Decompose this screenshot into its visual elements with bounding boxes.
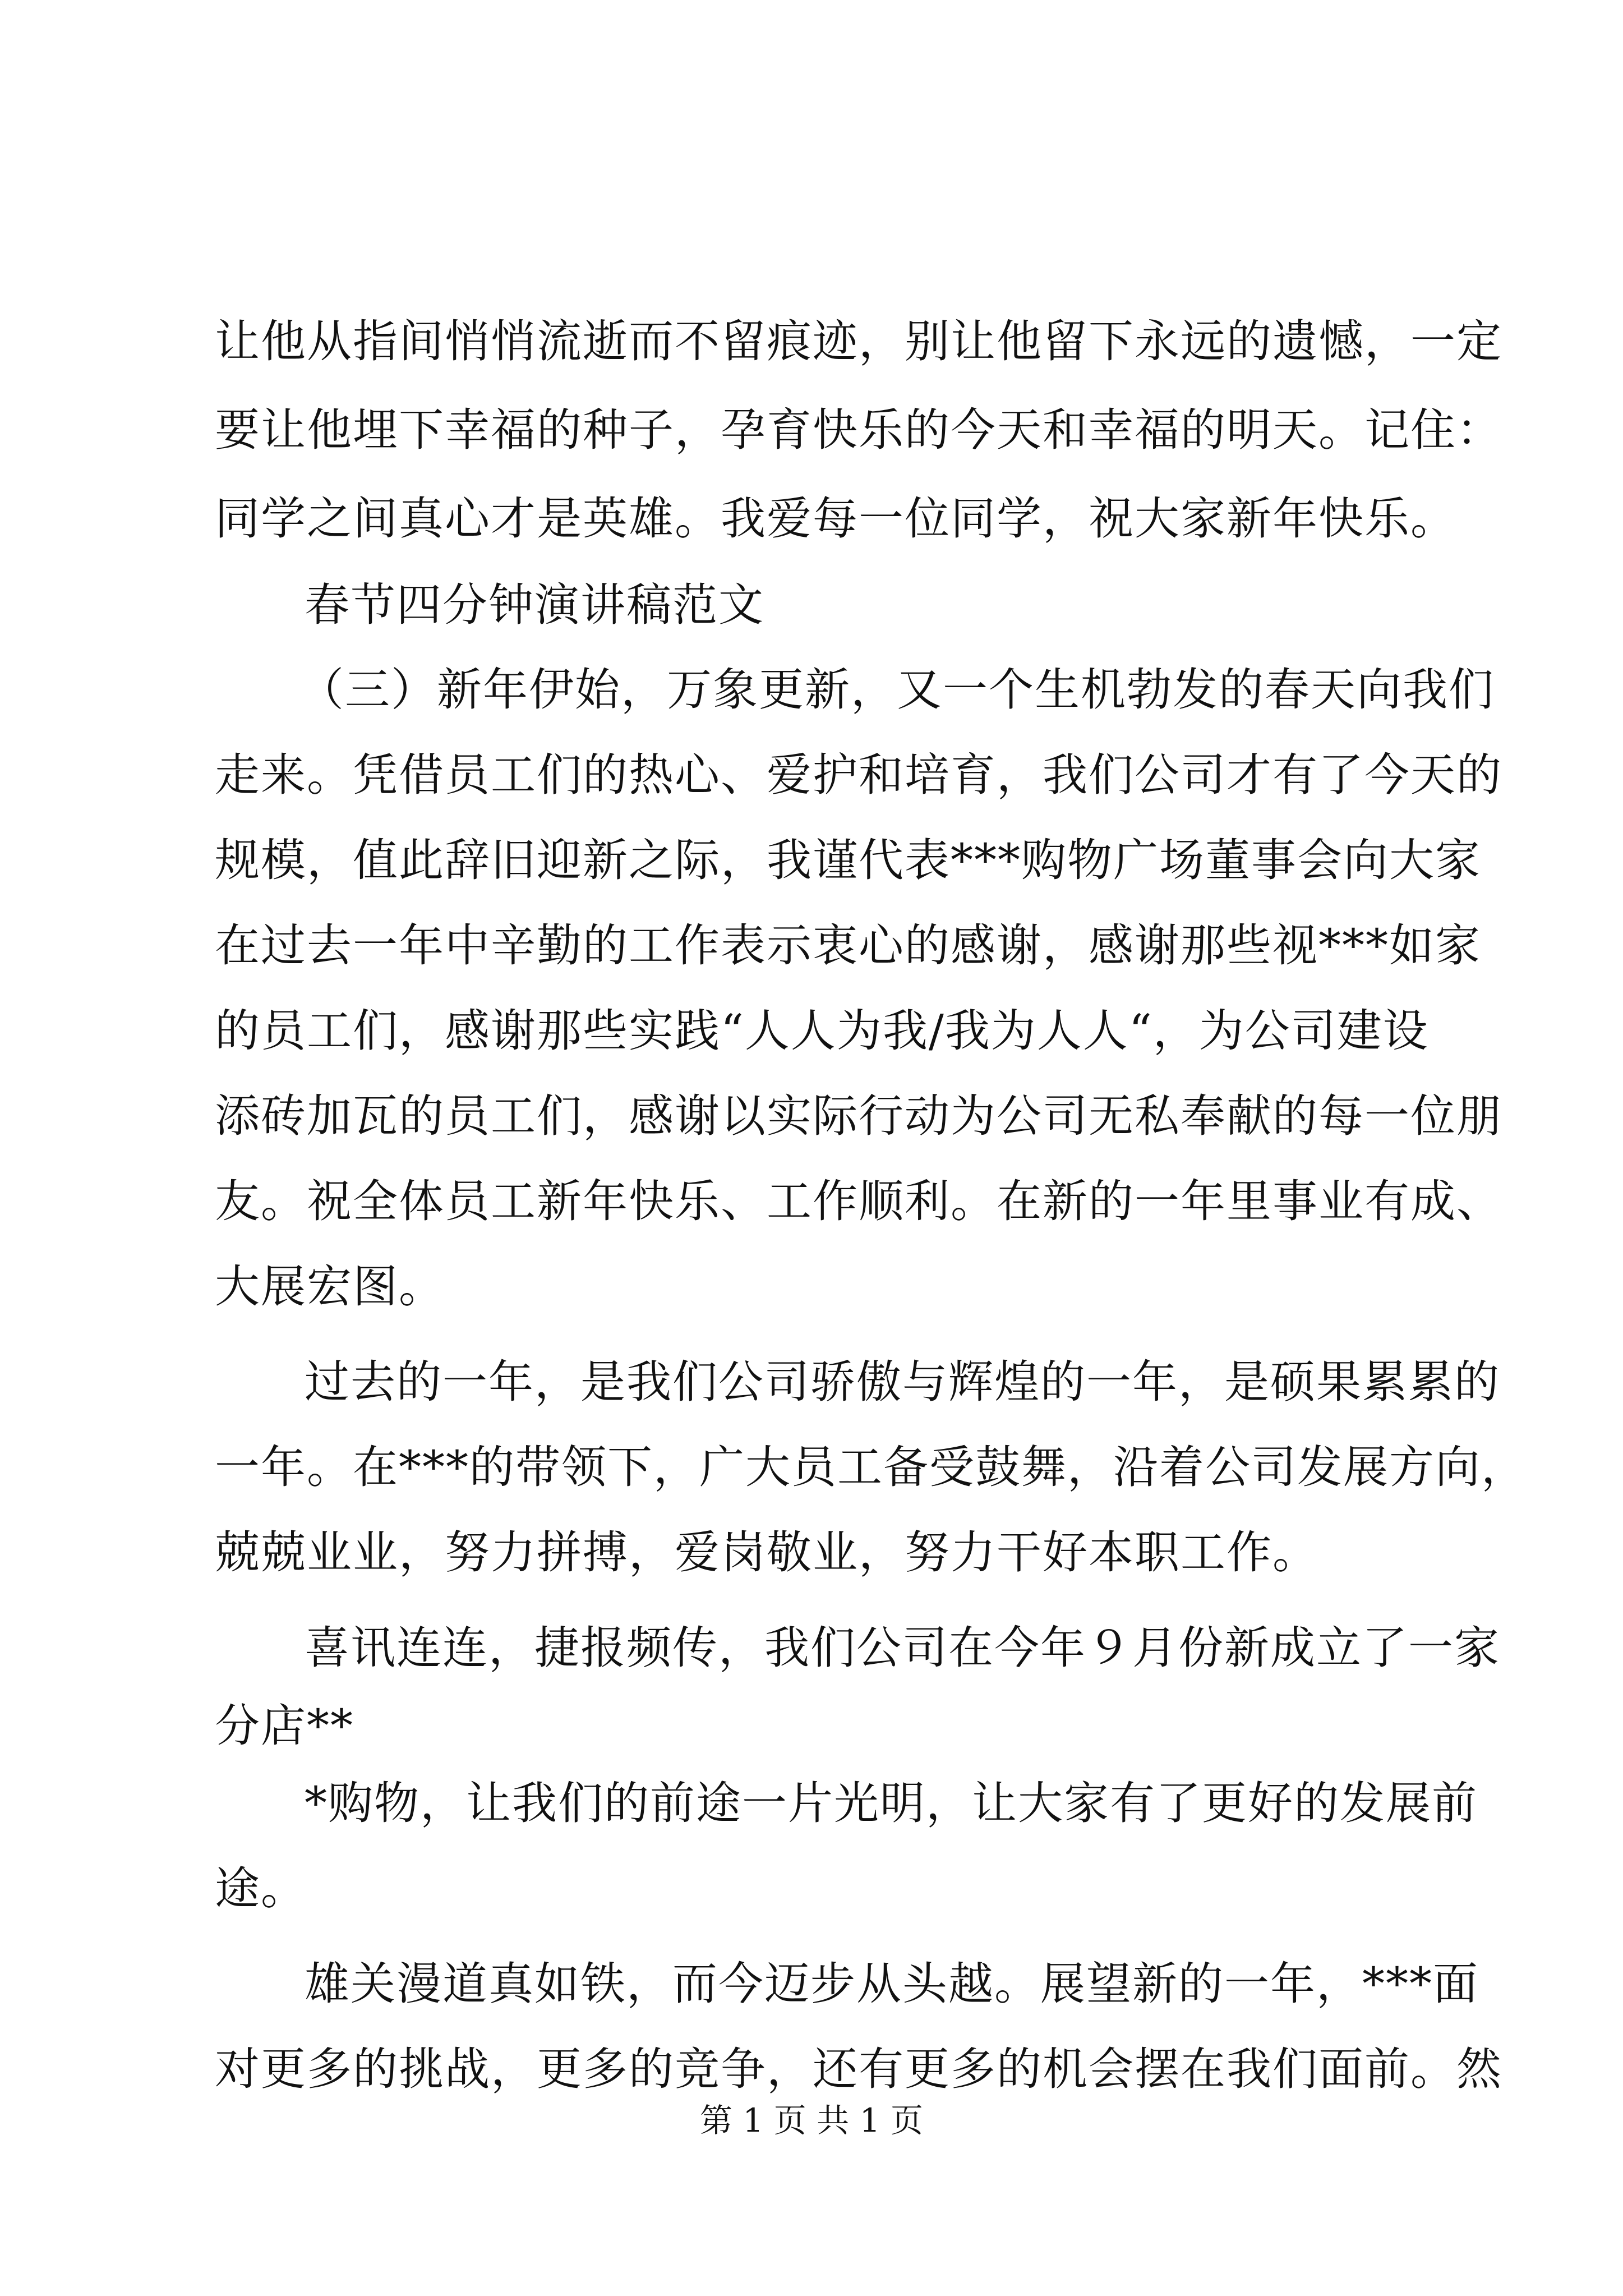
text-line: （三）新年伊始，万象更新，又一个生机勃发的春天向我们 (299, 664, 1495, 716)
text-line: 添砖加瓦的员工们，感谢以实际行动为公司无私奉献的每一位朋 (215, 1090, 1502, 1142)
text-line: 过去的一年，是我们公司骄傲与辉煌的一年，是硕果累累的 (305, 1356, 1500, 1408)
text-line: 途。 (215, 1862, 307, 1915)
text-line: 的员工们，感谢那些实践“人人为我/我为人人“，为公司建设 (215, 1005, 1429, 1057)
text-line: 一年。在***的带领下，广大员工备受鼓舞，沿着公司发展方向， (215, 1441, 1527, 1493)
text-line: 分店** (215, 1700, 354, 1752)
page-footer: 第 1 页 共 1 页 (700, 2101, 923, 2139)
text-line: 在过去一年中辛勤的工作表示衷心的感谢，感谢那些视***如家 (215, 919, 1481, 972)
document-body (215, 297, 1527, 2112)
text-line: 雄关漫道真如铁，而今迈步从头越。展望新的一年，***面 (305, 1958, 1479, 2010)
text-line: 让他从指间悄悄流逝而不留痕迹，别让他留下永远的遗憾，一定 (215, 315, 1502, 367)
text-line: 走来。凭借员工们的热心、爱护和培育，我们公司才有了今天的 (215, 749, 1502, 801)
text-line: 友。祝全体员工新年快乐、工作顺利。在新的一年里事业有成、 (215, 1175, 1502, 1227)
text-line: 规模，值此辞旧迎新之际，我谨代表***购物广场董事会向大家 (215, 834, 1481, 886)
text-line: 喜讯连连，捷报频传，我们公司在今年９月份新成立了一家 (305, 1622, 1500, 1674)
text-line: 同学之间真心才是英雄。我爱每一位同学，祝大家新年快乐。 (215, 493, 1456, 545)
text-line: 大展宏图。 (215, 1260, 445, 1313)
text-line: *购物，让我们的前途一片光明，让大家有了更好的发展前 (305, 1777, 1478, 1829)
text-line: 兢兢业业，努力拼搏，爱岗敬业，努力干好本职工作。 (215, 1526, 1318, 1579)
section-heading: 春节四分钟演讲稿范文 (305, 579, 764, 631)
text-line: 对更多的挑战，更多的竞争，还有更多的机会摆在我们面前。然 (215, 2043, 1502, 2095)
text-line: 要让他埋下幸福的种子，孕育快乐的今天和幸福的明天。记住： (215, 404, 1502, 456)
